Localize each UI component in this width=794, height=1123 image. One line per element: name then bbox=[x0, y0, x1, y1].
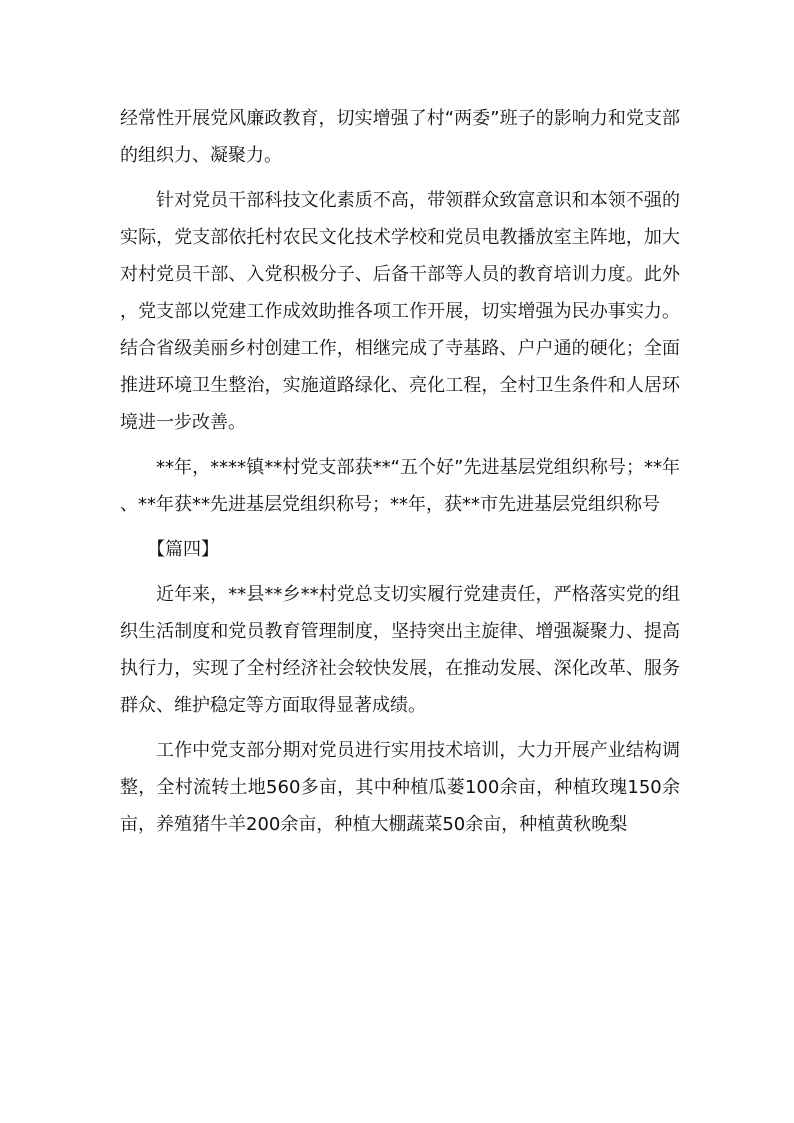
document-body bbox=[120, 100, 680, 843]
paragraph-honors: **年，****镇**村党支部获**“五个好”先进基层党组织称号；**年、**年获**先进基层党组织称号；**年，获**市先进基层党组织称号 bbox=[120, 457, 680, 515]
paragraph-training: 针对党员干部科技文化素质不高，带领群众致富意识和本领不强的实际，党支部依托村农民文化技术学校和党员电教播放室主阵地，加大对村党员干部、入党积极分子、后备干部等人员的教育培训力度。此外，党支部以党建工作成效助推各项工作开展，切实增强为民办事实力。结合省级美丽乡村创建工作，相继完成了寺基路、户户通的硬化；全面推进环境卫生整治，实施道路绿化、亮化工程，全村卫生条件和人居环境进一步改善。 bbox=[120, 190, 680, 433]
paragraph-section-intro: 近年来，**县**乡**村党总支切实履行党建责任，严格落实党的组织生活制度和党员教育管理制度，坚持突出主旋律、增强凝聚力、提高执行力，实现了全村经济社会较快发展，在推动发展、深化改革、服务群众、维护稳定等方面取得显著成绩。 bbox=[120, 584, 680, 716]
paragraph-continuation: 经常性开展党风廉政教育，切实增强了村“两委”班子的影响力和党支部的组织力、凝聚力。 bbox=[120, 108, 680, 166]
paragraph-section-industry: 工作中党支部分期对党员进行实用技术培训，大力开展产业结构调整，全村流转土地560多亩，其中种植瓜蒌100余亩，种植玫瑰150余亩，养殖猪牛羊200余亩，种植大棚蔬菜50余亩，种植黄秋晚梨 bbox=[120, 740, 680, 835]
section-heading: 【篇四】 bbox=[147, 539, 219, 560]
